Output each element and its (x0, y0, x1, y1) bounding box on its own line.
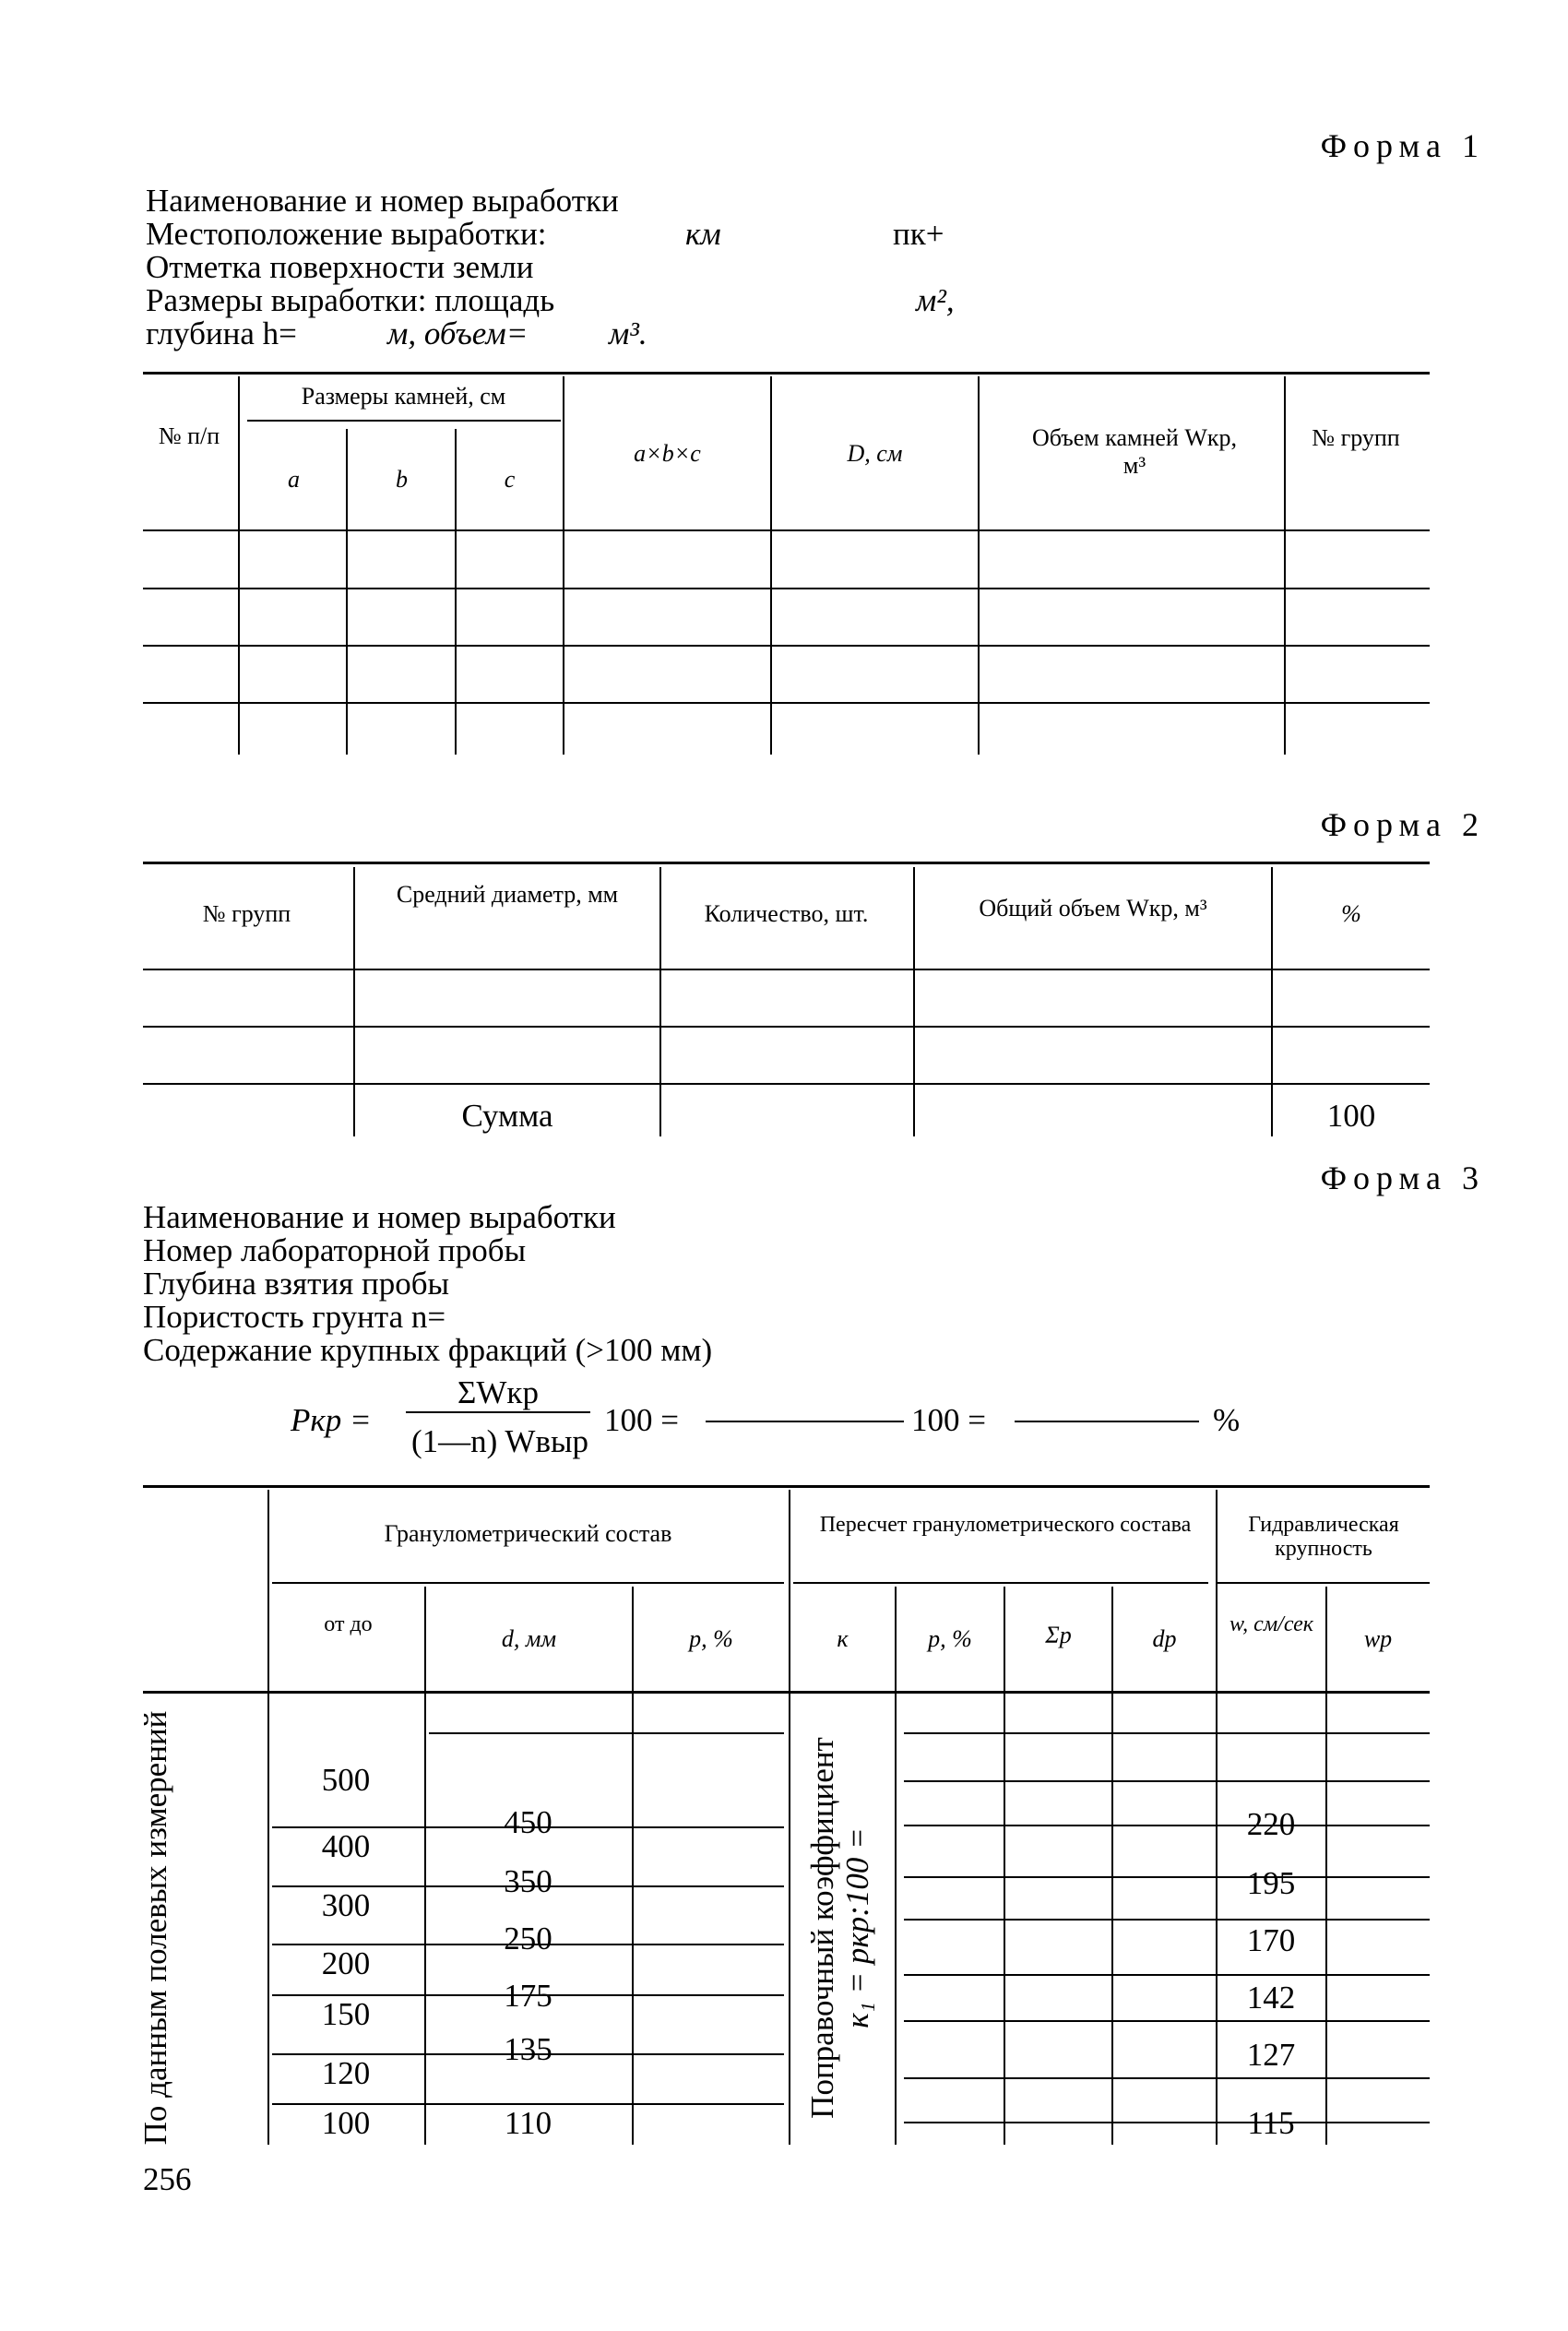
form3-sub-w: w, см/сек (1229, 1612, 1314, 1636)
form1-col-volume: Объем камней Wкр, м³ (1031, 424, 1238, 479)
form3-row-from: 300 (321, 1887, 371, 1923)
form2-sum-label: Сумма (461, 1098, 553, 1134)
form3-row-w: 220 (1246, 1806, 1296, 1842)
form3-row-d: 450 (504, 1804, 552, 1840)
form1-line-area: Размеры выработки: площадь м², (146, 282, 955, 318)
form3-row-d: 135 (504, 2031, 552, 2067)
form1-col-c: c (504, 466, 516, 493)
formula-unit: % (1213, 1402, 1241, 1438)
form2-label: Форма 2 (1320, 806, 1485, 843)
form3-row-d: 175 (504, 1978, 552, 2014)
form3-sub-k: к (837, 1625, 849, 1652)
form1-col-num: № п/п (158, 422, 220, 449)
form3-coef-label: Поправочный коэффициент к₁ = pкр:100 = (804, 1737, 875, 2119)
form3-line-porosity: Пористость грунта n= (143, 1299, 446, 1335)
form2-col-pct: % (1341, 900, 1361, 927)
form3-label: Форма 3 (1320, 1160, 1485, 1196)
form1-col-a: a (288, 466, 300, 493)
page-number: 256 (143, 2161, 192, 2197)
form1-col-axbxc: a×b×c (634, 440, 701, 467)
form3-line-sample: Номер лабораторной пробы (143, 1232, 527, 1268)
form3-sub-sp: Σp (1045, 1622, 1072, 1648)
form3-side-label: По данным полевых измерений (137, 1710, 173, 2146)
form3-col-recalc: Пересчет гранулометрического состава (819, 1513, 1192, 1537)
form3-col-grain: Гранулометрический состав (384, 1520, 672, 1547)
formula-numerator: ΣWкр (457, 1374, 539, 1410)
form3-row-d: 350 (504, 1863, 552, 1899)
form3-sub-p2: p, % (928, 1625, 972, 1652)
form1-line-depth: глубина h= м, объем= м³. (146, 315, 647, 351)
form3-row-w: 127 (1246, 2037, 1296, 2073)
form3-row-w: 195 (1246, 1865, 1296, 1901)
form2-sum-pct: 100 (1326, 1098, 1376, 1134)
form3-row-d: 250 (504, 1921, 552, 1956)
form3-sub-d: d, мм (501, 1625, 557, 1652)
form3-sub-dp: dp (1152, 1625, 1177, 1652)
form3-col-hydro: Гидравлическая крупность (1248, 1513, 1399, 1561)
form2-col-group: № групп (202, 900, 291, 927)
form1-col-b: b (396, 466, 408, 493)
form3-sub-from: от до (324, 1612, 373, 1636)
form3-row-w: 115 (1247, 2105, 1295, 2141)
form2-col-total: Общий объем Wкр, м³ (979, 895, 1207, 922)
form3-line-coarse: Содержание крупных фракций (>100 мм) (143, 1332, 713, 1368)
form3-row-w: 170 (1246, 1922, 1296, 1958)
form3-sub-wp: wp (1363, 1625, 1393, 1652)
form3-row-from: 400 (321, 1828, 371, 1864)
form1-line-elevation: Отметка поверхности земли (146, 249, 534, 285)
form3-row-w: 142 (1246, 1980, 1296, 2016)
form2-col-count: Количество, шт. (704, 900, 869, 927)
form3-row-from: 100 (321, 2105, 371, 2141)
form1-col-group: № групп (1312, 424, 1400, 451)
formula-lhs: Pкр = (291, 1402, 372, 1438)
form3-row-d: 110 (504, 2105, 552, 2141)
form1-col-sizes: Размеры камней, см (301, 383, 506, 410)
form3-line-name: Наименование и номер выработки (143, 1199, 616, 1235)
form3-line-depth: Глубина взятия пробы (143, 1266, 450, 1302)
formula-mult1: 100 = (604, 1402, 679, 1438)
form2-col-diam: Средний диаметр, мм (396, 881, 619, 908)
formula-denominator: (1—n) Wвыр (410, 1423, 588, 1459)
form1-line-location: Местоположение выработки: км пк+ (146, 216, 944, 252)
formula-mult2: 100 = (911, 1402, 986, 1438)
form1-col-d: D, см (847, 440, 903, 467)
form3-row-from: 120 (321, 2055, 371, 2091)
form3-row-from: 150 (321, 1996, 371, 2032)
form1-line-name: Наименование и номер выработки (146, 183, 619, 219)
form3-sub-p: p, % (689, 1625, 733, 1652)
form1-label: Форма 1 (1320, 127, 1485, 164)
form3-row-from: 200 (321, 1945, 371, 1981)
form3-row-from: 500 (321, 1762, 371, 1798)
